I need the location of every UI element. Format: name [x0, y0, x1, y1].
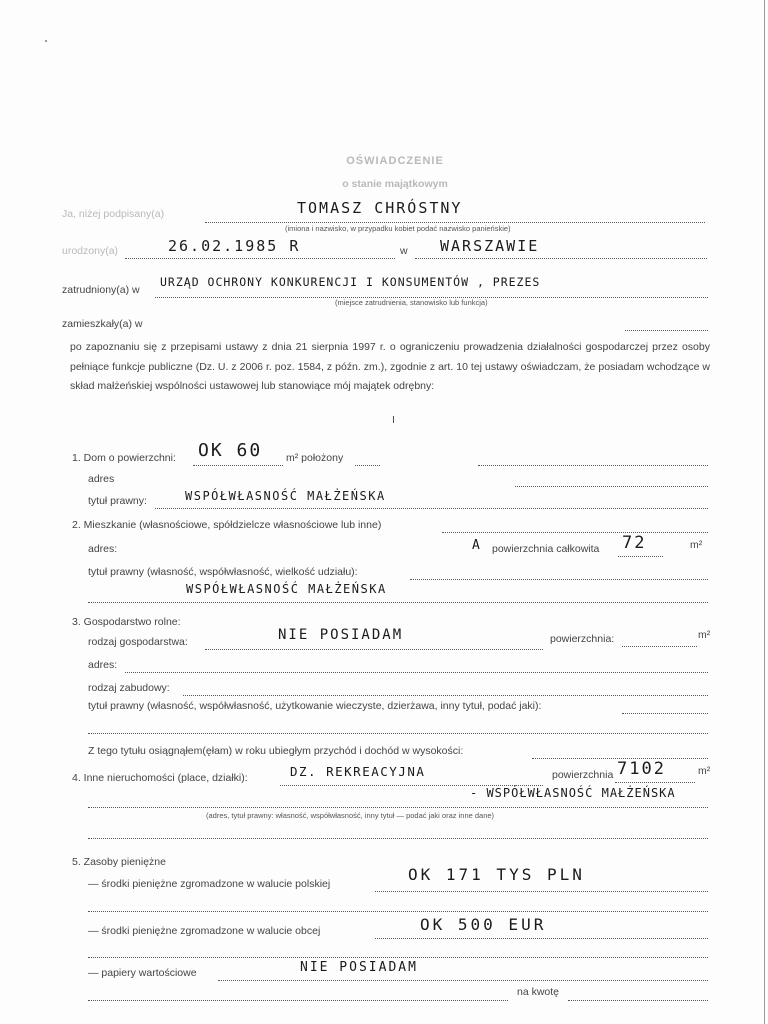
cash-foreign-label: — środki pieniężne zgromadzone w walucie obcej [88, 925, 321, 937]
securities-line [218, 980, 708, 981]
birth-place-line [415, 258, 707, 259]
apartment-title-line-2 [88, 602, 708, 603]
house-title-label: tytuł prawny: [88, 495, 147, 507]
farm-area-line [622, 646, 697, 647]
cash-foreign-line [375, 938, 708, 939]
intro-paragraph: po zapoznaniu się z przepisami ustawy z dnia 21 sierpnia 1997 r. o ograniczeniu prowadzenia działalności gospodarczej przez osoby pełniące funkcje publiczne (Dz. U. z 2006 r. poz. 1584, z późn. zm.), zgodnie z art. 10 tej ustawy oświadczam, że posiadam wchodzące w skład małżeńskiej wspólności ustawowej lub stanowiące mój majątek odrębny: [70, 341, 710, 392]
residence-label: zamieszkały(a) w [62, 318, 143, 330]
securities-amount-line [568, 1000, 708, 1001]
apartment-type-line [442, 532, 708, 533]
farm-title-label: tytuł prawny (własność, współwłasność, użytkowanie wieczyste, dzierżawa, inny tytuł, podać jaki): [88, 700, 542, 712]
form-subtitle: o stanie majątkowym [342, 178, 448, 190]
farm-title-line-2 [88, 733, 708, 734]
undersigned-label: Ja, niżej podpisany(a) [62, 208, 165, 220]
name-value: TOMASZ CHRÓSTNY [297, 199, 463, 217]
cash-foreign-line-2 [88, 957, 708, 958]
farm-type-label: rodzaj gospodarstwa: [88, 636, 188, 648]
born-in-label: w [400, 245, 408, 257]
farm-unit-label: m² [698, 629, 711, 641]
house-location-line [355, 465, 380, 466]
apartment-area-prefix: A [472, 538, 482, 553]
scan-speck [45, 40, 47, 42]
other-property-area-label: powierzchnia [552, 769, 614, 781]
employed-label: zatrudniony(a) w [62, 284, 140, 296]
house-location-line-2 [478, 465, 708, 466]
farm-building-line [183, 695, 708, 696]
house-address-line [515, 486, 708, 487]
house-address-label: adres [88, 473, 115, 485]
form-title: OŚWIADCZENIE [346, 155, 444, 167]
birth-place-value: WARSZAWIE [440, 237, 540, 255]
house-title-line [155, 508, 708, 509]
farm-label: 3. Gospodarstwo rolne: [72, 616, 181, 628]
securities-amount-label: na kwotę [517, 986, 560, 998]
other-property-area-value: 7102 [617, 759, 666, 779]
cash-pln-label: — środki pieniężne zgromadzone w walucie polskiej [88, 878, 331, 890]
name-note: (imiona i nazwisko, w przypadku kobiet podać nazwisko panieńskie) [285, 224, 511, 233]
securities-value: NIE POSIADAM [300, 960, 418, 975]
residence-line [625, 330, 708, 331]
birth-date-line [125, 258, 395, 259]
farm-income-label: Z tego tytułu osiągnąłem(ęłam) w roku ubiegłym przychód i dochód w wysokości: [88, 745, 464, 757]
farm-type-line [205, 649, 543, 650]
apartment-title-value: WSPÓŁWŁASNOŚĆ MAŁŻEŃSKA [186, 582, 387, 596]
apartment-area-value: 72 [622, 533, 647, 553]
cash-foreign-value: OK 500 EUR [420, 915, 547, 934]
other-property-type-value: DZ. REKREACYJNA [290, 764, 426, 779]
farm-address-label: adres: [88, 659, 118, 671]
birth-date-value: 26.02.1985 R [168, 237, 301, 255]
cash-pln-line [375, 891, 708, 892]
apartment-area-label: powierzchnia całkowita [492, 543, 600, 555]
born-label: urodzony(a) [62, 245, 119, 257]
apartment-label: 2. Mieszkanie (własnościowe, spółdzielcze własnościowe lub inne) [72, 519, 382, 531]
scan-edge-line [764, 0, 765, 1024]
apartment-title-line-1 [410, 579, 708, 580]
farm-type-value: NIE POSIADAM [278, 627, 404, 643]
other-property-title-value: - WSPÓŁWŁASNOŚĆ MAŁŻEŃSKA [470, 786, 676, 800]
securities-line-2 [88, 1000, 508, 1001]
apartment-unit-label: m² [690, 539, 703, 551]
other-property-line-2 [88, 807, 708, 808]
farm-building-label: rodzaj zabudowy: [88, 682, 170, 694]
farm-address-line [125, 672, 708, 673]
apartment-area-line [618, 556, 663, 557]
house-label: 1. Dom o powierzchni: [72, 452, 176, 464]
house-area-line [193, 465, 283, 466]
section-roman-numeral: I [392, 414, 395, 426]
apartment-address-label: adres: [88, 543, 118, 555]
house-title-value: WSPÓŁWŁASNOŚĆ MAŁŻEŃSKA [185, 489, 386, 503]
other-property-label: 4. Inne nieruchomości (place, działki): [72, 772, 248, 784]
cash-pln-value: OK 171 TYS PLN [408, 865, 585, 884]
farm-area-label: powierzchnia: [550, 633, 615, 645]
other-property-note: (adres, tytuł prawny: własność, współwłasność, inny tytuł — podać jaki oraz inne dane) [206, 811, 495, 820]
employment-note: (miejsce zatrudnienia, stanowisko lub funkcja) [335, 298, 488, 307]
house-unit-label: m² położony [286, 452, 344, 464]
apartment-title-label: tytuł prawny (własność, współwłasność, wielkość udziału): [88, 566, 358, 578]
employment-value: URZĄD OCHRONY KONKURENCJI I KONSUMENTÓW , PREZES [160, 275, 541, 289]
other-property-area-line [615, 782, 695, 783]
other-property-line-3 [88, 838, 708, 839]
cash-label: 5. Zasoby pieniężne [72, 856, 166, 868]
name-field-line [205, 222, 705, 223]
house-area-value: OK 60 [198, 440, 263, 461]
other-property-unit-label: m² [698, 765, 711, 777]
cash-pln-line-2 [88, 911, 708, 912]
securities-label: — papiery wartościowe [88, 967, 197, 979]
farm-title-line-1 [622, 713, 708, 714]
